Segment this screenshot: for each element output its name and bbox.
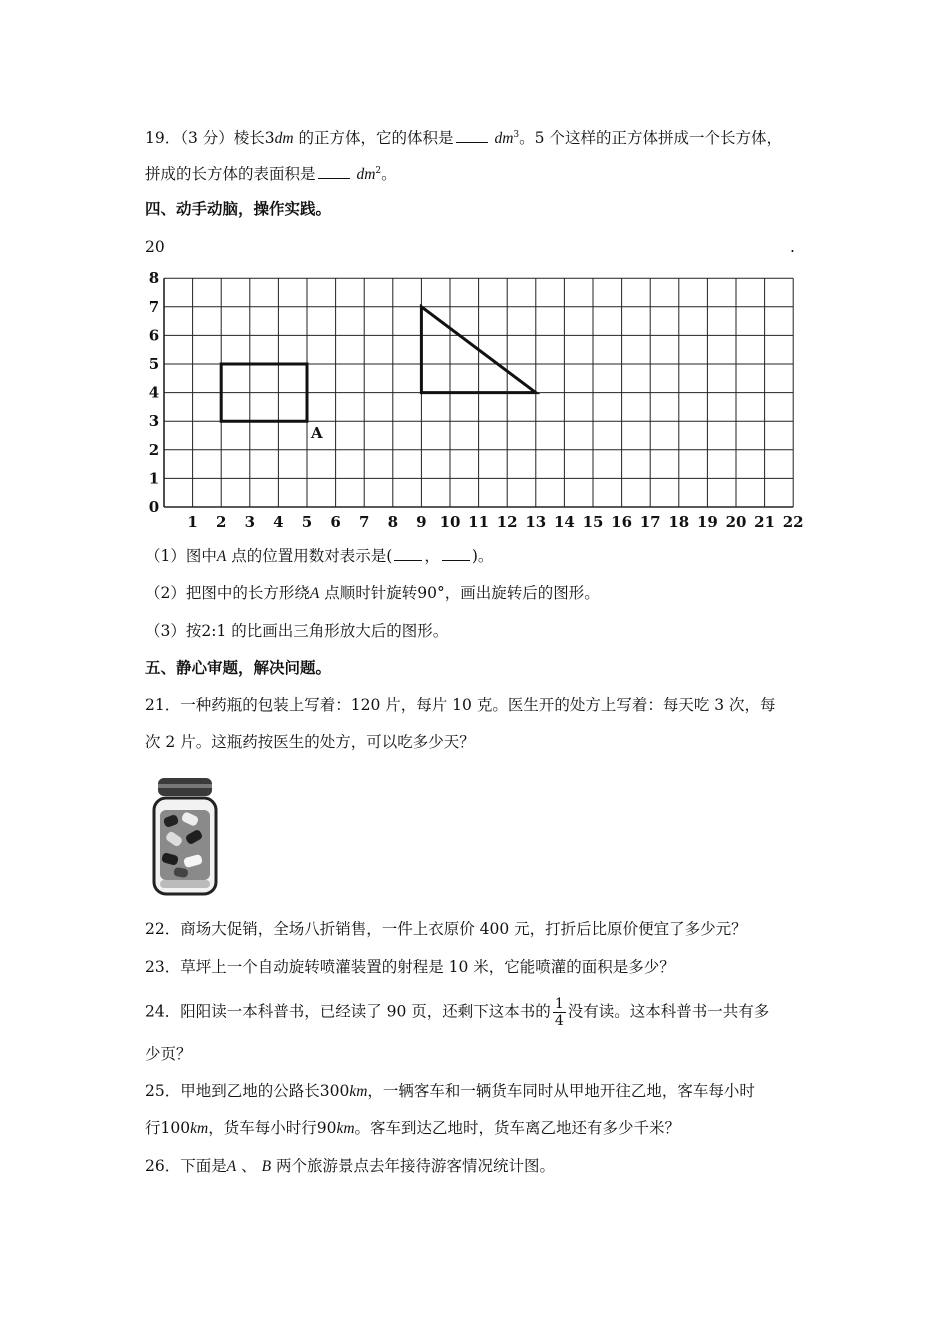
q24-line-1: 24．阳阳读一本科普书，已经读了 90 页，还剩下这本书的 $\frac{1}{4}$ 没有读。这本科普书一共有多	[145, 996, 770, 1029]
x-tick-label: 7	[358, 513, 370, 531]
x-tick-label: 15	[582, 513, 604, 531]
q19-line-2: 拼成的长方体的表面积是 $dm^2$。	[145, 165, 397, 184]
x-tick-label: 11	[468, 513, 490, 531]
q25-line-2: 行100km，货车每小时行90km。客车到达乙地时，货车离乙地还有多少千米？	[145, 1119, 681, 1137]
fraction-one-quarter: $\frac{1}{4}$	[554, 996, 564, 1029]
medicine-bottle-image	[146, 776, 224, 898]
q24-line-2: 少页？	[145, 1045, 192, 1063]
q19-volume-blank[interactable]	[456, 128, 488, 143]
section-5-heading: 五、静心审题，解决问题。	[145, 659, 332, 677]
x-tick-label: 6	[330, 513, 341, 531]
x-tick-label: 20	[725, 513, 747, 531]
x-tick-label: 4	[273, 513, 284, 531]
y-tick-label: 3	[148, 412, 160, 431]
x-tick-label: 17	[639, 513, 661, 531]
y-tick-label: 2	[148, 440, 160, 459]
x-tick-label: 19	[696, 513, 718, 531]
x-tick-label: 12	[496, 513, 518, 531]
x-tick-label: 3	[244, 513, 256, 531]
x-tick-label: 22	[782, 513, 804, 531]
y-tick-label: 1	[148, 469, 160, 488]
q20-part-3: （3）按2:1 的比画出三角形放大后的图形。	[145, 622, 449, 640]
q26: 26．下面是A 、 B 两个旅游景点去年接待游客情况统计图。	[145, 1157, 555, 1175]
x-tick-label: 9	[416, 513, 427, 531]
y-tick-label: 6	[148, 326, 160, 345]
y-tick-label: 8	[148, 270, 160, 288]
q20-part-2: （2）把图中的长方形绕A 点顺时针旋转90°，画出旋转后的图形。	[145, 584, 600, 602]
x-tick-label: 16	[611, 513, 633, 531]
coord-x-blank[interactable]	[394, 546, 422, 561]
q22: 22．商场大促销，全场八折销售，一件上衣原价 400 元，打折后比原价便宜了多少元？	[145, 920, 747, 938]
x-tick-label: 14	[553, 513, 575, 531]
q20-number: 20	[145, 238, 165, 256]
y-tick-label: 5	[148, 355, 160, 373]
q23: 23．草坪上一个自动旋转喷灌装置的射程是 10 米，它能喷灌的面积是多少？	[145, 958, 675, 976]
x-tick-label: 10	[439, 513, 461, 531]
q19-area-blank[interactable]	[318, 164, 350, 179]
x-tick-label: 1	[187, 513, 198, 531]
point-a-label: A	[311, 424, 323, 443]
q25-line-1: 25．甲地到乙地的公路长300km，一辆客车和一辆货车同时从甲地开往乙地，客车每小时	[145, 1082, 755, 1100]
x-tick-label: 2	[215, 513, 227, 531]
x-tick-label: 8	[387, 513, 399, 531]
x-tick-label: 13	[525, 513, 547, 531]
q19-line-1: 19．（3 分）棱长3dm 的正方体，它的体积是 $dm^3$。5 个这样的正方体拼成一个长方体，	[145, 129, 782, 148]
y-tick-label: 4	[148, 383, 160, 402]
coord-y-blank[interactable]	[442, 546, 470, 561]
q21-line-2: 次 2 片。这瓶药按医生的处方，可以吃多少天？	[145, 733, 475, 751]
x-tick-label: 18	[668, 513, 690, 531]
x-tick-label: 21	[754, 513, 776, 531]
section-4-heading: 四、动手动脑，操作实践。	[145, 200, 332, 218]
grid-axis-labels	[149, 270, 804, 531]
x-tick-label: 5	[301, 513, 313, 531]
q20-part-1: （1）图中A 点的位置用数对表示是( ， )。	[145, 547, 494, 565]
q21-line-1: 21．一种药瓶的包装上写着：120 片，每片 10 克。医生开的处方上写着：每天吃 3 次，每	[145, 696, 776, 714]
y-tick-label: 0	[148, 498, 160, 516]
y-tick-label: 7	[148, 297, 160, 316]
q20-trailing-dot: .	[790, 238, 795, 256]
coordinate-grid	[140, 270, 820, 532]
